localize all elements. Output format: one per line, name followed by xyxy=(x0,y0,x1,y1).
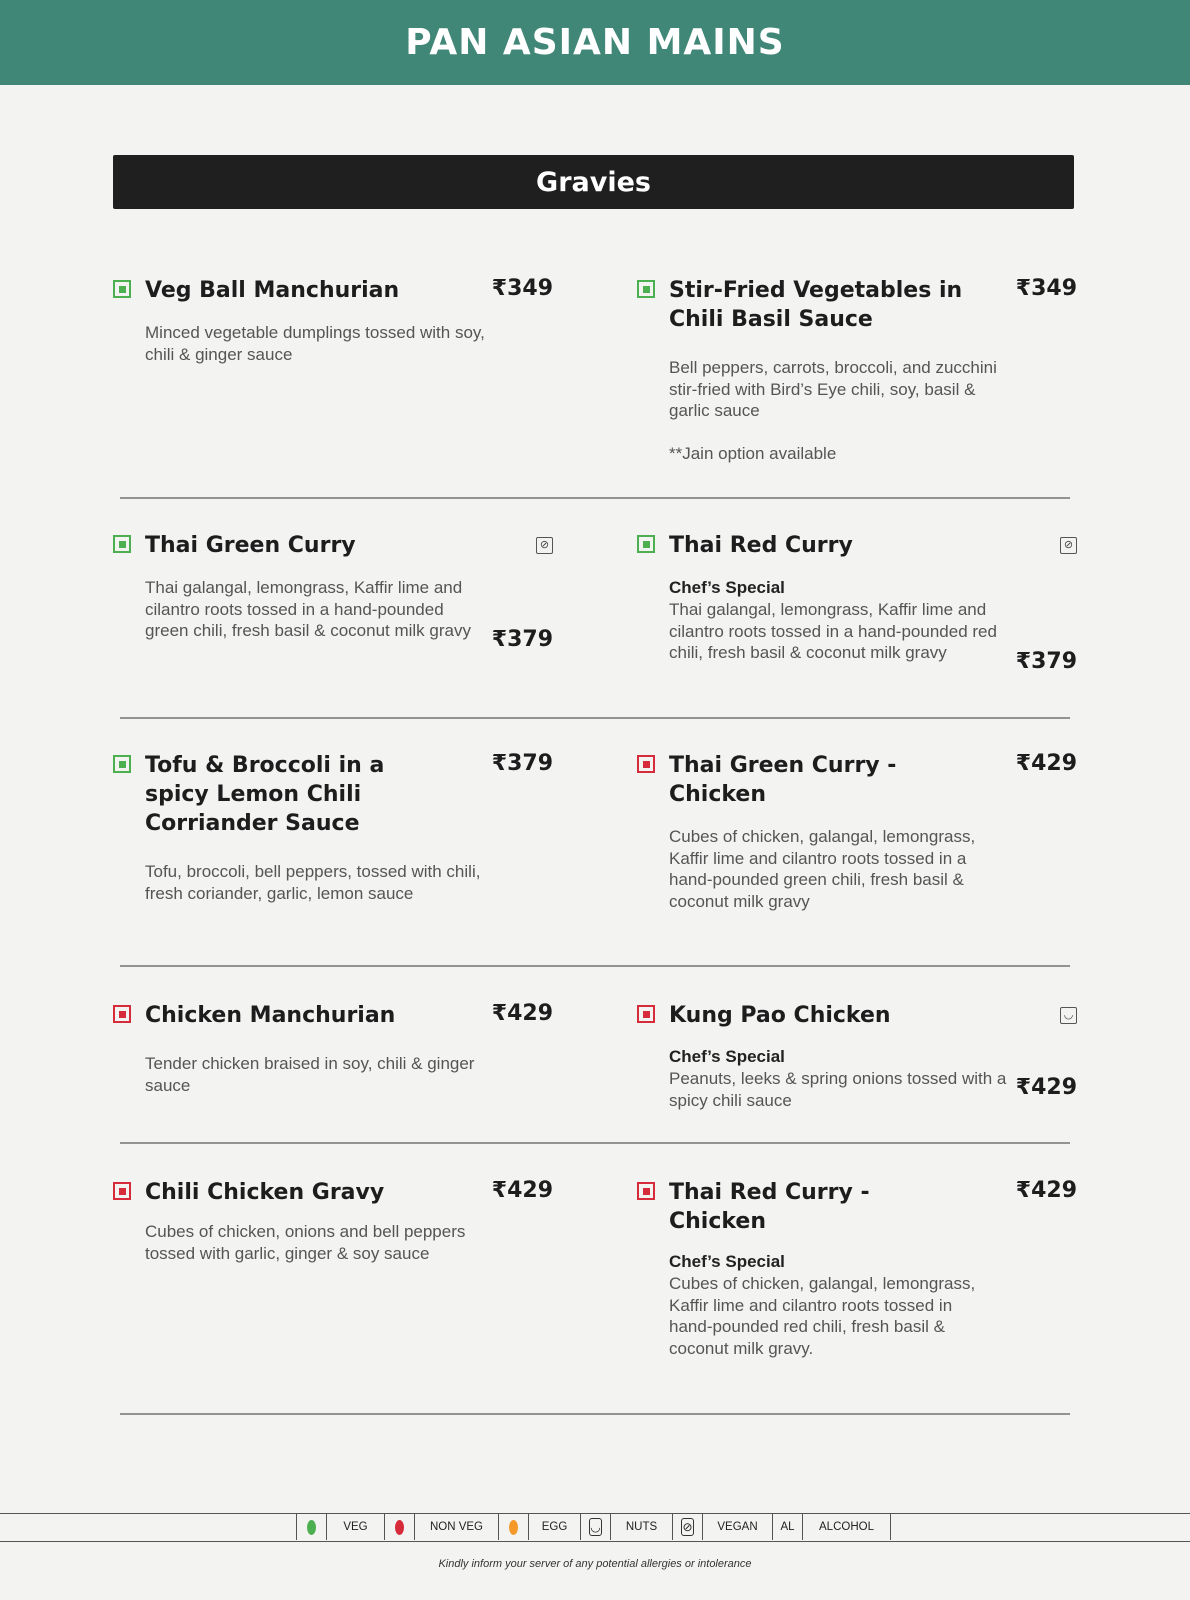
divider xyxy=(120,1413,1070,1415)
non-veg-icon xyxy=(637,755,655,773)
menu-item xyxy=(113,751,553,931)
dietary-legend xyxy=(0,1513,1190,1542)
menu-item xyxy=(637,276,1077,476)
item-name: Thai Green Curry - Chicken xyxy=(669,753,897,807)
item-note: **Jain option available xyxy=(669,444,837,463)
menu-header xyxy=(0,0,1190,85)
allergy-note: Kindly inform your server of any potential allergies or intolerance xyxy=(438,1558,752,1570)
chef-special-label: Chef’s Special xyxy=(669,1047,785,1066)
item-name: Stir-Fried Vegetables in Chili Basil Sauce xyxy=(669,278,963,332)
menu-item xyxy=(637,1178,1077,1388)
menu-item xyxy=(637,751,1077,941)
item-name: Thai Red Curry - Chicken xyxy=(669,1180,870,1234)
divider xyxy=(120,965,1070,967)
item-price: ₹429 xyxy=(1015,1075,1077,1100)
divider xyxy=(120,497,1070,499)
non-veg-icon xyxy=(637,1005,655,1023)
nuts-legend-marker xyxy=(581,1514,611,1540)
vegan-icon: ⊘ xyxy=(1060,537,1077,554)
menu-item xyxy=(637,1001,1077,1121)
item-name: Kung Pao Chicken xyxy=(669,1003,891,1028)
item-name: Veg Ball Manchurian xyxy=(145,278,400,303)
egg-legend-label: EGG xyxy=(529,1514,581,1540)
vegan-legend-marker xyxy=(673,1514,703,1540)
item-price: ₹429 xyxy=(491,1001,553,1026)
item-description: Tofu, broccoli, bell peppers, tossed with chili, fresh coriander, garlic, lemon sauce xyxy=(145,862,481,903)
item-price: ₹379 xyxy=(1015,649,1077,674)
item-description: Thai galangal, lemongrass, Kaffir lime and cilantro roots tossed in a hand-pounded red chili, fresh basil & coconut milk gravy xyxy=(669,600,997,662)
item-description: Cubes of chicken, galangal, lemongrass, Kaffir lime and cilantro roots tossed in hand-pounded red chili, fresh basil & coconut milk gravy. xyxy=(669,1274,976,1358)
item-description: Minced vegetable dumplings tossed with soy, chili & ginger sauce xyxy=(145,323,485,364)
veg-icon xyxy=(637,535,655,553)
menu-item xyxy=(113,1001,553,1101)
item-description: Cubes of chicken, onions and bell peppers tossed with garlic, ginger & soy sauce xyxy=(145,1222,466,1263)
item-price: ₹349 xyxy=(491,276,553,301)
item-description: Bell peppers, carrots, broccoli, and zucchini stir-fried with Bird’s Eye chili, soy, basil & garlic sauce xyxy=(669,358,997,420)
page-title: PAN ASIAN MAINS xyxy=(405,22,785,63)
section-banner xyxy=(113,155,1074,209)
alcohol-legend-label: ALCOHOL xyxy=(803,1514,891,1540)
item-name: Thai Green Curry xyxy=(145,533,356,558)
veg-icon xyxy=(113,280,131,298)
item-name: Thai Red Curry xyxy=(669,533,853,558)
item-name: Tofu & Broccoli in a spicy Lemon Chili Corriander Sauce xyxy=(145,753,385,836)
nuts-legend-label: NUTS xyxy=(611,1514,673,1540)
nonveg-legend-marker xyxy=(385,1514,415,1540)
item-price: ₹379 xyxy=(491,751,553,776)
nonveg-legend-label: NON VEG xyxy=(415,1514,499,1540)
veg-icon xyxy=(113,535,131,553)
item-description: Tender chicken braised in soy, chili & ginger sauce xyxy=(145,1054,475,1095)
veg-icon xyxy=(637,280,655,298)
veg-dot-icon xyxy=(307,1520,316,1535)
veg-legend-marker xyxy=(297,1514,327,1540)
item-description: Peanuts, leeks & spring onions tossed with a spicy chili sauce xyxy=(669,1069,1007,1110)
veg-legend-label: VEG xyxy=(327,1514,385,1540)
nuts-icon: ◡ xyxy=(1060,1007,1077,1024)
vegan-icon: ⊘ xyxy=(682,1520,693,1534)
item-name: Chicken Manchurian xyxy=(145,1003,396,1028)
section-title: Gravies xyxy=(536,166,651,198)
vegan-legend-label: VEGAN xyxy=(703,1514,773,1540)
item-description: Cubes of chicken, galangal, lemongrass, Kaffir lime and cilantro roots tossed in a hand-pounded green chili, fresh basil & coconut milk gravy xyxy=(669,827,976,911)
menu-item xyxy=(637,531,1077,691)
vegan-icon: ⊘ xyxy=(536,537,553,554)
nonveg-dot-icon xyxy=(395,1520,404,1535)
alcohol-legend-marker: AL xyxy=(773,1514,803,1540)
menu-item xyxy=(113,276,553,376)
veg-icon xyxy=(113,755,131,773)
non-veg-icon xyxy=(113,1182,131,1200)
chef-special-label: Chef’s Special xyxy=(669,578,785,597)
non-veg-icon xyxy=(637,1182,655,1200)
non-veg-icon xyxy=(113,1005,131,1023)
menu-item xyxy=(113,531,553,671)
item-price: ₹429 xyxy=(1015,1178,1077,1203)
nuts-icon: ◡ xyxy=(590,1520,601,1534)
egg-dot-icon xyxy=(509,1520,518,1535)
item-price: ₹429 xyxy=(1015,751,1077,776)
item-price: ₹379 xyxy=(491,627,553,652)
item-name: Chili Chicken Gravy xyxy=(145,1180,385,1205)
divider xyxy=(120,717,1070,719)
divider xyxy=(120,1142,1070,1144)
item-price: ₹349 xyxy=(1015,276,1077,301)
menu-item xyxy=(113,1178,553,1288)
chef-special-label: Chef’s Special xyxy=(669,1252,785,1271)
item-description: Thai galangal, lemongrass, Kaffir lime and cilantro roots tossed in a hand-pounded green chili, fresh basil & coconut milk gravy xyxy=(145,578,471,640)
egg-legend-marker xyxy=(499,1514,529,1540)
item-price: ₹429 xyxy=(491,1178,553,1203)
